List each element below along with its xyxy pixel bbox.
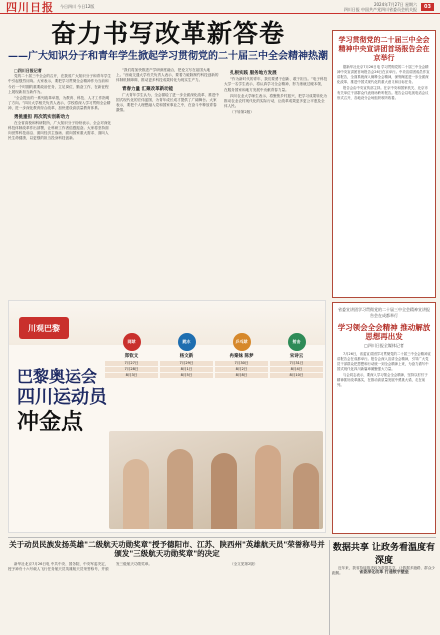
sidebar-paragraph: 据新华社北京7月26日电 学习贯彻党的二十届三中全会精神中央宣讲团首场报告会26日在京举行。中央宣讲团成员作宣讲报告，全面系统深入阐释全会精神，深刻阐述进一步全面深化改革、推进中国式现代化的重大意义和目标任务。 [337, 65, 430, 84]
continued-note: （全文见第2版） [230, 562, 258, 566]
sidebar-byline: □四川日报全媒体记者 [364, 343, 404, 348]
event-date: 7月31日 [270, 361, 323, 366]
sidebar-body [337, 352, 431, 388]
athlete-figure [211, 453, 237, 529]
continued-note: （下转第2版） [230, 110, 254, 115]
ad-slogan [17, 367, 107, 435]
lead-paragraph: “全会提出的一系列改革举措，为教育、科技、人才工作指明了方向。”四川大学相关负责人表示，学校将深入学习贯彻全会精神，进一步深化教育综合改革，加快建设高质量教育体系。 [8, 96, 111, 111]
athlete-figure [293, 463, 319, 529]
lead-column-3 [224, 68, 328, 296]
sidebar-subheadline: 学习领会全会精神 推动解放思想再出发 [337, 323, 431, 341]
ad-slogan-line: 巴黎奥运会 [17, 367, 98, 386]
lead-paragraph: 广大青年学生认为，全会描绘了进一步全面深化改革、推进中国式现代化的宏伟蓝图，为青年成长成才提供了广阔舞台。大家表示，要把个人理想融入党和国家事业之中，在奋斗中释放青春激情。 [116, 92, 220, 113]
event-date: 8月2日 [215, 367, 268, 372]
bottom-subheadline: 省委深化改革 打通数字壁垒 [359, 569, 409, 574]
lead-headline: 奋力书写改革新答卷 [50, 19, 285, 48]
athlete-figure [123, 459, 149, 529]
event-date: 7月30日 [215, 361, 268, 366]
newspaper-logo: 四川日报 [6, 0, 54, 14]
bottom-headline: 关于动员民族发扬英雄"二级航天功勋奖章"授予德阳市、江苏、陕西州"英雄航天员"荣誉称号并颁发"三级航天功勋奖章"的决定 [9, 540, 325, 558]
lead-column-2 [116, 68, 220, 296]
edition-label: 四川日报 中国共产党四川省委员会机关报 [343, 6, 418, 12]
event-date: 8月1日 [160, 367, 213, 372]
athlete-name: 郑钦文 [124, 354, 139, 359]
athlete-schedule [270, 333, 323, 379]
section-divider [8, 537, 436, 538]
section-heading: 青春力量 汇聚改革新动能 [122, 86, 174, 92]
athlete-figure [255, 445, 281, 529]
bottom-body [8, 562, 326, 632]
event-date: 8月10日 [270, 373, 323, 378]
ad-slogan-line: 四川运动员 [17, 387, 107, 408]
event-date: 8月4日 [270, 367, 323, 372]
lead-paragraph: “我们将加快推进产学研深度融合，把论文写在祖国大地上。”西南交通大学有关负责人表示，要着力破除制约科技创新的体制机制障碍，推动更多科技成果转化为现实生产力。 [116, 68, 219, 83]
sport-badge: 跳水 [178, 333, 196, 351]
athlete-schedule [215, 333, 268, 379]
athlete-name: 宋诗云 [289, 354, 304, 359]
sidebar-paragraph: 7月26日，省委宣讲团学习贯彻党的二十届三中全会精神宣讲报告会在成都举行。报告会深入宣讲全会精神，引导广大党员干部群众把思想和行动统一到全会精神上来，为奋力谱写中国式现代化四川新篇章凝聚强大力量。 [337, 352, 431, 371]
lead-subhead: ——广大知识分子和青年学生掀起学习贯彻党的二十届三中全会精神热潮 [8, 51, 328, 62]
sidebar-headline: 学习贯彻党的二十届三中全会精神中央宣讲团首场报告会在京举行 [338, 35, 430, 62]
masthead-subtitle: 今日四川 今日12版 [60, 3, 95, 9]
byline: □四川日报记者 [14, 68, 42, 73]
bottom-article-right [332, 540, 436, 635]
bottom-paragraph: 近年来，我省持续推进政务数据共享，让数据多跑路、群众少跑腿。 [332, 566, 436, 576]
page-number-badge: 03 [421, 3, 434, 11]
event-date: 7月29日 [160, 361, 213, 366]
event-schedule [105, 333, 323, 379]
event-date: 8月5日 [160, 373, 213, 378]
sidebar-paragraph: 与会同志表示，要深入学习领会全会精神，坚持以钉钉子精神抓好改革落实，在推动高质量发展中勇挑大梁、走在前列。 [337, 373, 428, 387]
sidebar-paragraph: 报告会由中央宣传部主持。在京中央和国家机关、北京市有关单位干部群众代表现场聆听报告。报告会以电视电话会议形式召开，各地设分会场组织收听收看。 [337, 86, 429, 100]
lead-paragraph: 在全省高校和科研院所，广大知识分子纷纷表示，全会对深化科技体制改革作出部署，让科研工作者倍感振奋。大家将坚持面向世界科技前沿、面向经济主战场、面向国家重大需求、面向人民生命健康，以更强的担当投身科技创新。 [8, 120, 112, 141]
event-date: 7月27日 [105, 361, 158, 366]
event-date: 8月3日 [105, 373, 158, 378]
bottom-body [332, 566, 436, 632]
athlete-schedule [160, 333, 213, 379]
section-heading: 勇挑重担 再次筑实创新动力 [14, 114, 70, 120]
sport-badge: 乒乓球 [233, 333, 251, 351]
sidebar-kicker: 省委宣讲团学习贯彻党的二十届三中全会精神宣讲报告会在成都举行 [338, 307, 430, 318]
sport-badge: 网球 [123, 333, 141, 351]
event-date: 7月28日 [105, 367, 158, 372]
athlete-figure [167, 449, 193, 529]
lead-intro: 党的二十届三中全会的召开，在我省广大知识分子和青年学生中引起强烈反响。大家表示，要把学习贯彻全会精神作为当前和今后一个时期的重要政治任务，立足岗位、勤奋工作，在新征程上展现新担当新作为。 [8, 74, 112, 94]
lead-paragraph: “作为新时代的青年，我们要勇于创新、敢于担当。”电子科技大学一名学生表示，将认真学习全会精神，努力练就过硬本领，在服务国家和地方发展中贡献青春力量。 [224, 77, 328, 92]
masthead-info [344, 2, 417, 12]
sport-badge: 射击 [288, 333, 306, 351]
athlete-schedule [105, 333, 158, 379]
bottom-article-left [8, 540, 326, 635]
athletes-photo [109, 431, 323, 529]
athlete-name: 冉秦妹 陈梦 [229, 354, 254, 359]
sidebar-body [337, 65, 431, 101]
bottom-paragraph: 新华社北京7月26日电 中共中央、国务院、中央军委决定，授予神舟十六号载人飞行任务航天员英雄航天员荣誉称号，并颁发三级航天功勋奖章。 [8, 562, 152, 572]
section-heading: 扎根实践 服务地方发展 [230, 71, 277, 76]
ad-slogan-line: 冲金点 [17, 409, 84, 435]
ad-brand-logo: 川观巴黎 [19, 317, 69, 339]
column-divider [329, 540, 330, 635]
issue-date: 2024年7月27日 星期六 [373, 1, 418, 7]
lead-column-1 [8, 68, 112, 296]
sidebar-article-2 [332, 302, 436, 534]
event-date: 8月8日 [215, 373, 268, 378]
bottom-headline: 数据共享 让政务看温度有深度 [332, 543, 436, 566]
athlete-name: 杨文新 [179, 354, 194, 359]
masthead [0, 0, 440, 14]
olympics-advertisement [8, 300, 326, 533]
lead-paragraph: 四川农业大学师生表示，将聚焦乡村振兴，把学习成果转化为推动农业农村现代化的实际行动，让改革成果更多更公平惠及全体人民。 [224, 93, 328, 109]
sidebar-article-1 [332, 30, 436, 298]
